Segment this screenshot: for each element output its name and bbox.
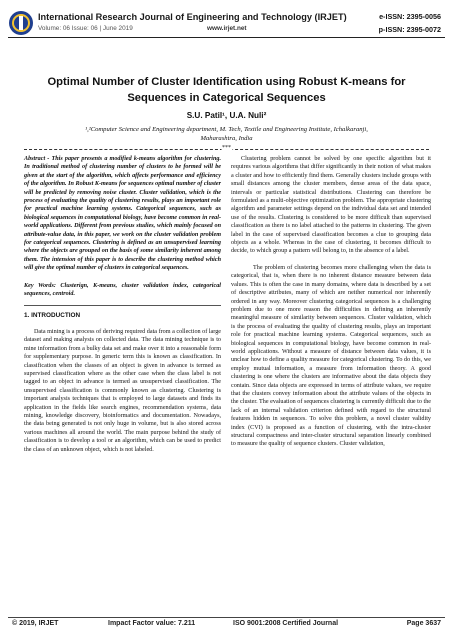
irjet-logo-icon [8, 10, 34, 36]
affiliation-line-1: ¹,²Computer Science and Engineering department, M. Tech, Textile and Engineering Institute, Ichalkaranji, [85, 126, 368, 133]
keywords: Key Words: Clusterign, K-means, cluster validation index, categorical sequences, centroid. [24, 282, 221, 298]
volume-issue: Volume: 06 Issue: 06 | June 2019 [38, 25, 133, 32]
journal-title: International Research Journal of Engineering and Technology (IRJET) [38, 12, 347, 22]
introduction-heading: 1. INTRODUCTION [24, 311, 81, 319]
footer-impact-factor: Impact Factor value: 7.211 [108, 620, 196, 627]
section-separator [24, 145, 429, 151]
paper-title-line-1: Optimal Number of Cluster Identification using Robust K-means for [47, 76, 406, 88]
journal-website[interactable]: www.irjet.net [207, 25, 247, 32]
paper-title [20, 74, 433, 106]
paper-affiliation [20, 125, 433, 143]
right-paragraph-2: The problem of clustering becomes more challenging when the data is categorical, that is, when there is no inherent distance measure between data values. This is often the case in many domains, where data is described by a set of descriptive attributes, many of which are neither numerical nor inherently ordered in any way. Moreover clustering categorical sequences is a challenging problem due to one more reason the difficulties in defining an inherently meaningful measure of similarity between sequences. Cluster validation, which is the process of evaluating the quality of clustering results, plays an important role for practical machine learning systems. Categorical sequences, such as biological sequences in computational biology, have become common in real-world applications. Without a measure of distance between data values, it is unclear how to define a quality measure for categorical clustering. To do this, we employ mutual information, a measure from information theory. A good clustering is one where the clusters are informative about the data objects they contain. Since data objects are expressed in terms of attribute values, we require that the clusters convey information about the attribute values of the objects in the cluster. The evaluation of sequences clustering is currently difficult due to the lack of an internal validation criterion defined with regard to the structural features hidden in sequences. To solve this problem, a novel cluster validity index (CVI) is proposed as a function of clustering, with the intra-cluster structural compactness and inter-cluster structural separation linearly combined to measure the quality of sequence clusters. Cluster validation, [231, 264, 431, 448]
pissn: p-ISSN: 2395-0072 [378, 25, 441, 34]
journal-header [0, 0, 453, 66]
right-paragraph-1: Clustering problem cannot be solved by one specific algorithm but it requires various algorithms that differ significantly in their notion of what makes a cluster and how to efficiently find them. Generally clusters include groups with small distances among the cluster members, dense areas of the data space, intervals or particular statistical distributions. Clustering can therefore be formulated as a multi-objective optimization problem. The appropriate clustering algorithm and parameter settings depend on the individual data set and intended use of the results. Clustering is considered to be more difficult than supervised classification as there is no label attached to the patterns in clustering. The given label in the case of supervised classification becomes a clue to grouping data objects as a whole. Whereas in the case of clustering, it becomes difficult to decide, to which group a pattern will belong to, in the absence of a label. [231, 156, 431, 255]
footer-iso: ISO 9001:2008 Certified Journal [233, 620, 339, 627]
intro-paragraph: Data mining is a process of deriving required data from a collection of large dataset and making analysis on collected data. The data mining technique is to mine information from a bulky data set and make over it into a reasonable form for supplementary purpose. In generic term this is known as classification. In classification when the classes of an object is given in advance is termed as supervised classification where as the other case when the class label is not tagged to an object in advance is termed as unsupervised classification. The unsupervised classification is commonly known as clustering. Clustering is important analysis techniques that is employed to large datasets and finds its application in the fields like search engines, recommendation systems, data mining, knowledge discovery, bioinformatics and documentation. Nowadays, the data being generated is not only huge in volume, but is also stored across various machines all around the world. The main purpose behind the study of classification is to develop a tool or an algorithm, which can be used to predict the class of an unknown object, which is not labeled. [24, 328, 221, 453]
paper-title-line-2: Sequences in Categorical Sequences [127, 92, 326, 104]
footer-rule [8, 617, 445, 618]
eissn: e-ISSN: 2395-0056 [379, 12, 441, 21]
footer-copyright: © 2019, IRJET [12, 620, 59, 627]
keywords-rule [24, 305, 221, 306]
separator-mark: *** [222, 145, 231, 151]
paper-authors: S.U. Patil¹, U.A. Nuli² [186, 111, 267, 120]
affiliation-line-2: Maharashtra, India [200, 135, 253, 142]
footer-page-number: Page 3637 [406, 620, 441, 627]
header-rule [8, 37, 445, 38]
abstract: Abstract - This paper presents a modified k-means algorithm for clustering. In traditional method of clustering number of clusters to be formed will be given at the start of the algorithm, which affects performance and efficiency of the algorithm. In Robust K-means for sequences optimal number of cluster will be predicted by removing noise cluster. Cluster validation, which is the process of evaluating the quality of clustering results, plays an important role for practical machine learning systems. Categorical sequences, such as biological sequences in computational biology, have become common in real-world applications. Different from previous studies, which mainly focused on attribute-value data, in this paper, we work on the cluster validation problem for categorical sequences. Clustering is defined as an unsupervised learning where the objects are grouped on the basis of some similarity inherent among them. The intension of this paper is to describe the clustering method which will give the optimal number of clusters in categorical sequences. [24, 156, 221, 272]
right-column [231, 155, 431, 449]
left-column [24, 155, 221, 454]
